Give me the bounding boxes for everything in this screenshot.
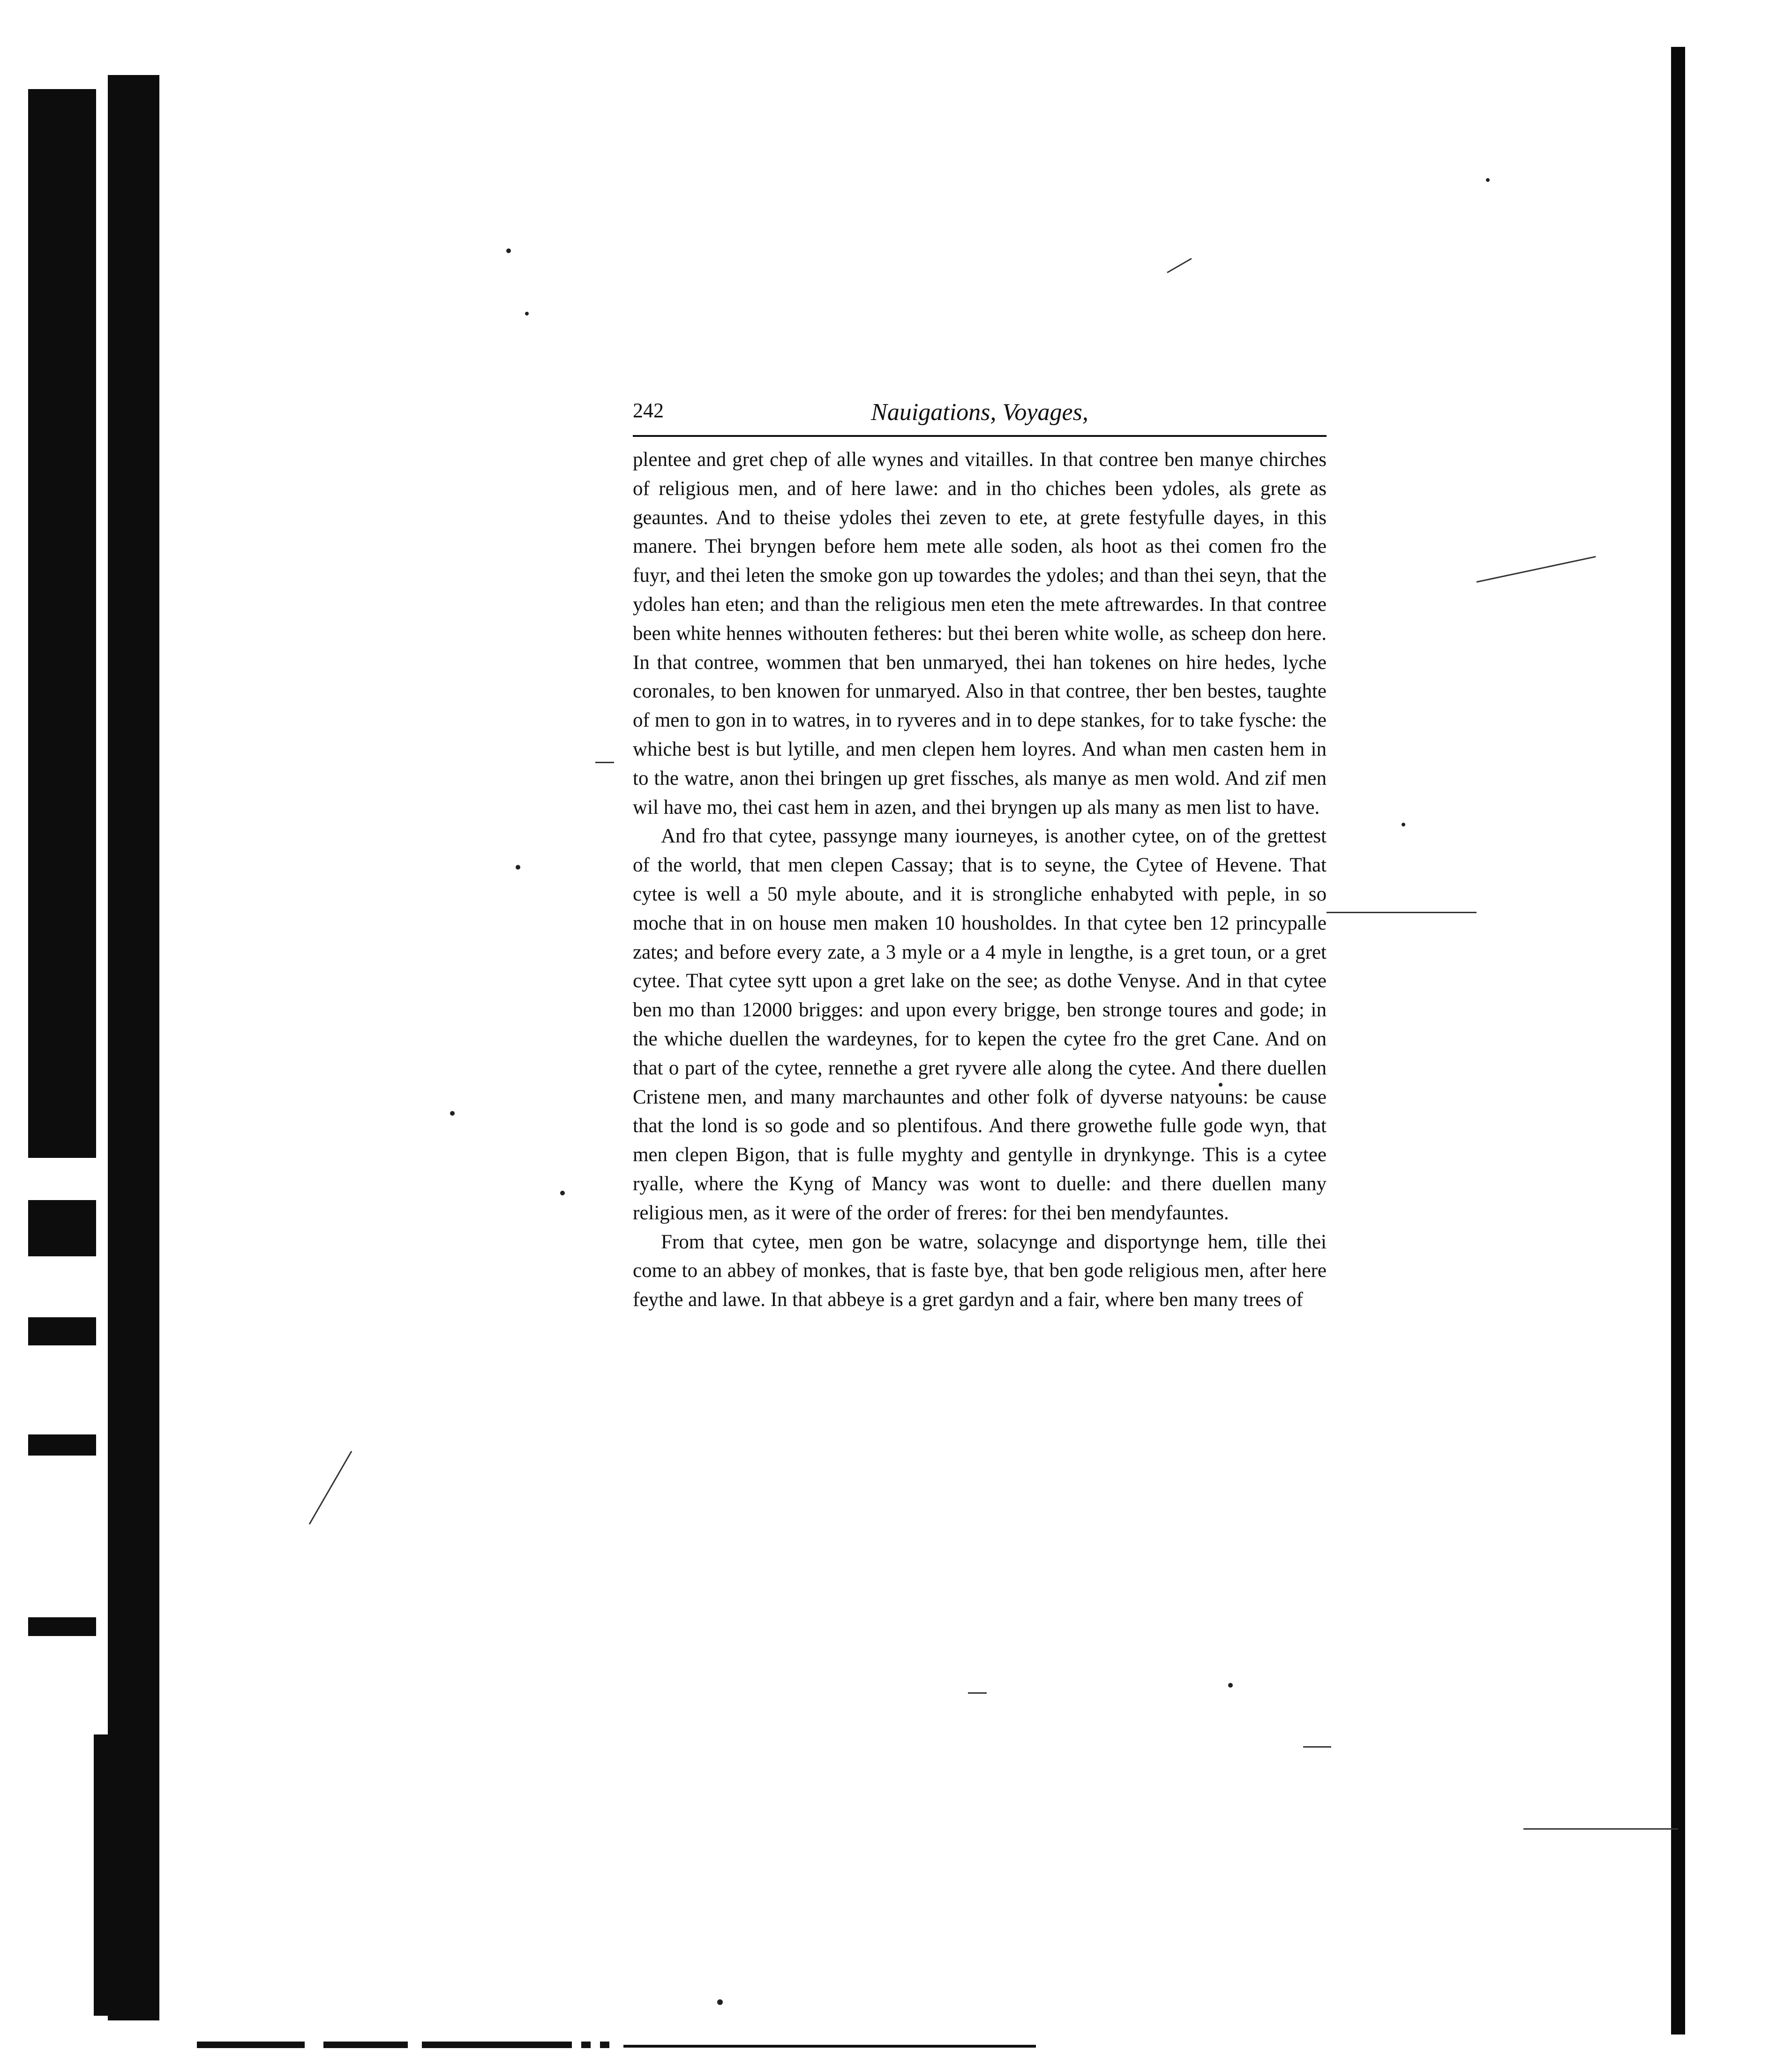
page-number: 242 (633, 399, 664, 422)
book-page (633, 398, 1327, 1314)
body-text (633, 445, 1327, 1314)
paragraph-abbey: From that cytee, men gon be watre, solacynge and disportynge hem, tille thei come to an abbey of monkes, that is faste bye, that ben gode religious men, after here feythe and lawe. In that abbeye is a gret gardyn and a fair, where ben many trees of (633, 1231, 1327, 1311)
paragraph-continuation: plentee and gret chep of alle wynes and vitailles. In that contree ben manye chirches of religious men, and of here lawe: and in tho chiches been ydoles, als grete as geauntes. And to theise ydoles thei zeven to ete, at grete festyfulle dayes, in this manere. Thei bryngen before hem mete alle soden, als hoot as thei comen fro the fuyr, and thei leten the smoke gon up towardes the ydoles; and than thei seyn, that the ydoles han eten; and than the religious men eten the mete aftrewardes. In that contree been white hennes withouten fetheres: but thei beren white wolle, as scheep don here. In that contree, wommen that ben unmaryed, thei han tokenes on hire hedes, lyche coronales, to ben knowen for unmaryed. Also in that contree, ther ben bestes, taughte of men to gon in to watres, in to ryveres and in to depe stankes, for to take fysche: the whiche best is but lytille, and men clepen hem loyres. And whan men casten hem in to the watre, anon thei bringen up gret fissches, als manye as men wold. And zif men wil have mo, thei cast hem in azen, and thei bryngen up als many as men list to have. (633, 449, 1327, 818)
header-rule (633, 435, 1327, 437)
running-title: Nauigations, Voyages, (871, 399, 1088, 426)
paragraph-cassay: And fro that cytee, passynge many iourneyes, is another cytee, on of the grettest of the world, that men clepen Cassay; that is to seyne, the Cytee of Hevene. That cytee is well a 50 myle aboute, and it is strongliche enhabyted with peple, in so moche that in on house men maken 10 housholdes. In that cytee ben 12 princypalle zates; and before every zate, a 3 myle or a 4 myle in lengthe, is a gret toun, or a gret cytee. That cytee sytt upon a gret lake on the see; as dothe Venyse. And in that cytee ben mo than 12000 brigges: and upon every brigge, ben stronge toures and gode; in the whiche duellen the wardeynes, for to kepen the cytee fro the gret Cane. And on that o part of the cytee, rennethe a gret ryvere alle along the cytee. And there duellen Cristene men, and many marchauntes and other folk of dyverse natyouns: be cause that the lond is so gode and so plentifous. And there growethe fulle gode wyn, that men clepen Bigon, that is fulle myghty and gentylle in drynkynge. This is a cytee ryalle, where the Kyng of Mancy was wont to duelle: and there duellen many religious men, as it were of the order of freres: for thei ben mendyfauntes. (633, 825, 1327, 1224)
running-head (633, 398, 1327, 431)
scan-edge-bar (1671, 47, 1685, 2034)
